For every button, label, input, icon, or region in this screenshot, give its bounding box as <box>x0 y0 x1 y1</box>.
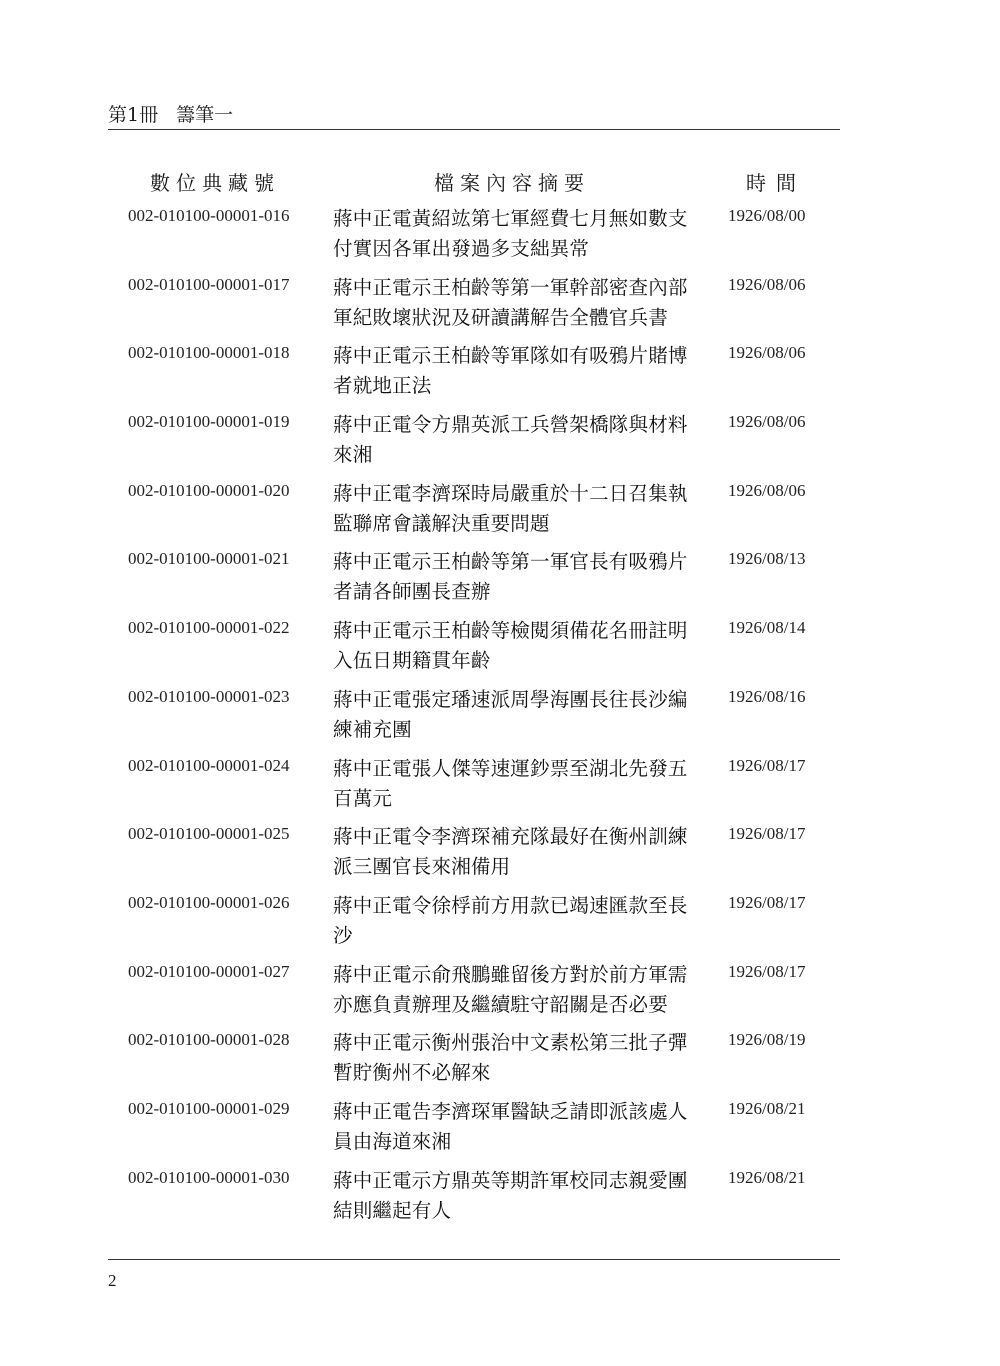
row-summary: 蔣中正電令方鼎英派工兵營架橋隊與材料來湘 <box>333 413 688 467</box>
volume-label: 第1冊 <box>108 104 159 126</box>
table-row <box>0 1097 1000 1166</box>
row-time: 1926/08/16 <box>728 686 806 706</box>
table-row <box>0 822 1000 891</box>
row-id: 002-010100-00001-018 <box>128 343 290 363</box>
row-summary: 蔣中正電李濟琛時局嚴重於十二日召集執監聯席會議解決重要問題 <box>333 481 688 535</box>
row-summary: 蔣中正電張人傑等速運鈔票至湖北先發五百萬元 <box>333 756 688 810</box>
column-header-id: 數位典藏號 <box>150 171 280 195</box>
row-summary: 蔣中正電示俞飛鵬雖留後方對於前方軍需亦應負責辦理及繼續駐守韶關是否必要 <box>333 962 688 1016</box>
table-row <box>0 1028 1000 1097</box>
column-header-summary: 檔案內容摘要 <box>434 171 590 195</box>
row-id: 002-010100-00001-025 <box>128 824 290 844</box>
row-id: 002-010100-00001-019 <box>128 412 290 432</box>
table-row <box>0 891 1000 960</box>
row-time: 1926/08/21 <box>728 1098 806 1118</box>
row-id: 002-010100-00001-029 <box>128 1098 290 1118</box>
table-row <box>0 616 1000 685</box>
row-id: 002-010100-00001-028 <box>128 1030 290 1050</box>
row-id: 002-010100-00001-023 <box>128 686 290 706</box>
row-summary: 蔣中正電示王柏齡等檢閱須備花名冊註明入伍日期籍貫年齡 <box>333 619 688 673</box>
row-summary: 蔣中正電告李濟琛軍醫缺乏請即派該處人員由海道來湘 <box>333 1099 688 1153</box>
row-summary: 蔣中正電令李濟琛補充隊最好在衡州訓練派三團官長來湘備用 <box>333 825 688 879</box>
row-id: 002-010100-00001-026 <box>128 892 290 912</box>
row-summary: 蔣中正電張定璠速派周學海團長往長沙編練補充團 <box>333 687 688 741</box>
row-time: 1926/08/14 <box>728 618 806 638</box>
running-header <box>108 100 233 127</box>
header-rule <box>108 129 840 130</box>
table-row <box>0 1166 1000 1235</box>
row-summary: 蔣中正電示王柏齡等第一軍官長有吸鴉片者請各師團長查辦 <box>333 550 688 604</box>
row-time: 1926/08/06 <box>728 343 806 363</box>
row-time: 1926/08/17 <box>728 824 806 844</box>
table-row <box>0 960 1000 1029</box>
row-id: 002-010100-00001-027 <box>128 961 290 981</box>
footer-rule <box>108 1259 840 1260</box>
table-row <box>0 547 1000 616</box>
row-summary: 蔣中正電示王柏齡等第一軍幹部密查內部軍紀敗壞狀況及研讀講解告全體官兵書 <box>333 275 688 329</box>
row-time: 1926/08/21 <box>728 1167 806 1187</box>
row-summary: 蔣中正電示衡州張治中文素松第三批子彈暫貯衡州不必解來 <box>333 1031 688 1085</box>
row-time: 1926/08/00 <box>728 206 806 225</box>
row-id: 002-010100-00001-020 <box>128 480 290 500</box>
row-time: 1926/08/13 <box>728 549 806 569</box>
row-id: 002-010100-00001-016 <box>128 206 290 225</box>
row-id: 002-010100-00001-022 <box>128 618 290 638</box>
row-id: 002-010100-00001-030 <box>128 1167 290 1187</box>
table-row <box>0 479 1000 548</box>
table-row <box>0 410 1000 479</box>
row-time: 1926/08/17 <box>728 755 806 775</box>
table-row <box>0 685 1000 754</box>
book-title: 籌筆一 <box>176 104 234 126</box>
table-row <box>0 341 1000 410</box>
row-summary: 蔣中正電示王柏齡等軍隊如有吸鴉片賭博者就地正法 <box>333 344 688 398</box>
row-id: 002-010100-00001-024 <box>128 755 290 775</box>
column-header-time: 時間 <box>746 171 806 195</box>
table-row <box>0 754 1000 823</box>
row-summary: 蔣中正電令徐桴前方用款已竭速匯款至長沙 <box>333 893 688 947</box>
row-id: 002-010100-00001-017 <box>128 274 290 294</box>
row-time: 1926/08/06 <box>728 480 806 500</box>
table-row <box>0 204 1000 273</box>
row-time: 1926/08/06 <box>728 412 806 432</box>
row-id: 002-010100-00001-021 <box>128 549 290 569</box>
row-time: 1926/08/17 <box>728 961 806 981</box>
row-time: 1926/08/17 <box>728 892 806 912</box>
row-summary: 蔣中正電黃紹竑第七軍經費七月無如數支付實因各軍出發過多支絀異常 <box>333 207 688 260</box>
row-time: 1926/08/19 <box>728 1030 806 1050</box>
row-time: 1926/08/06 <box>728 274 806 294</box>
page-number: 2 <box>108 1271 117 1290</box>
row-summary: 蔣中正電示方鼎英等期許軍校同志親愛團結則繼起有人 <box>333 1168 688 1222</box>
table-row <box>0 273 1000 342</box>
archive-table <box>0 204 1000 1234</box>
